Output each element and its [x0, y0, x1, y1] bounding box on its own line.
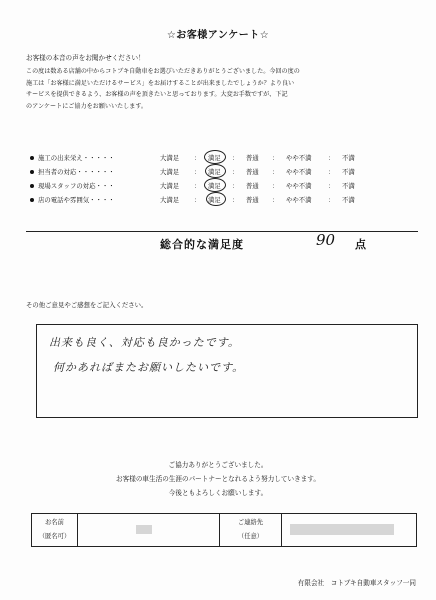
thanks-line: ご協力ありがとうございました。	[168, 461, 268, 469]
option-somewhat-dissatisfied[interactable]: やや不満	[286, 196, 312, 204]
option-somewhat-dissatisfied[interactable]: やや不満	[286, 154, 312, 162]
rating-row: 施工の出来栄え・・・・・ 大満足 ： 満足 ： 普通 ： やや不満 ： 不満	[30, 153, 410, 167]
name-label-cell	[32, 514, 78, 546]
option-neutral[interactable]: 普通	[246, 196, 259, 204]
option-satisfied[interactable]: 満足	[208, 196, 221, 204]
option-neutral[interactable]: 普通	[246, 168, 259, 176]
rating-item-label: 担当者の対応・・・・・・	[38, 168, 115, 176]
comment-line-handwritten: 何かあればまたお願いしたいです。	[53, 361, 245, 374]
thanks-line: お客様の車生活の生涯のパートナーとなれるよう努力していきます。	[116, 475, 320, 483]
contact-label: ご連絡先	[237, 519, 264, 526]
selected-circle-mark	[204, 150, 226, 164]
option-satisfied[interactable]: 満足	[208, 168, 221, 176]
rating-row: 担当者の対応・・・・・・ 大満足 ： 満足 ： 普通 ： やや不満 ： 不満	[30, 167, 410, 181]
overall-score-unit: 点	[355, 238, 366, 251]
intro-line: この度は数ある店舗の中からコトブキ自動車をお選びいただきありがとうございました。今回の度の	[26, 68, 300, 75]
overall-satisfaction-label: 総合的な満足度	[160, 238, 244, 251]
contact-form-table	[31, 513, 417, 547]
contact-label-cell	[220, 514, 282, 546]
option-somewhat-dissatisfied[interactable]: やや不満	[286, 168, 312, 176]
comment-box[interactable]	[36, 324, 418, 418]
option-very-satisfied[interactable]: 大満足	[160, 154, 180, 162]
bullet-icon	[30, 156, 34, 160]
selected-circle-mark	[206, 192, 226, 206]
contact-field[interactable]	[282, 514, 416, 546]
option-dissatisfied[interactable]: 不満	[342, 168, 355, 176]
bullet-icon	[30, 170, 34, 174]
option-very-satisfied[interactable]: 大満足	[160, 182, 180, 190]
option-very-satisfied[interactable]: 大満足	[160, 196, 180, 204]
option-dissatisfied[interactable]: 不満	[342, 182, 355, 190]
option-satisfied[interactable]: 満足	[208, 182, 221, 190]
selected-circle-mark	[204, 178, 226, 192]
rating-item-label: 施工の出来栄え・・・・・	[38, 154, 115, 162]
intro-paragraph	[26, 66, 418, 112]
comment-line-handwritten: 出来も良く、対応も良かったです。	[49, 336, 240, 349]
survey-title: ☆お客様アンケート☆	[166, 30, 270, 41]
option-very-satisfied[interactable]: 大満足	[160, 168, 180, 176]
rating-row: 現場スタッフの対応・・・ 大満足 ： 満足 ： 普通 ： やや不満 ： 不満	[30, 181, 410, 195]
overall-score-handwritten[interactable]: 90	[316, 231, 336, 249]
bullet-icon	[30, 198, 34, 202]
contact-note: （任意）	[237, 533, 264, 540]
option-neutral[interactable]: 普通	[246, 182, 259, 190]
redacted-name-blur	[136, 525, 152, 534]
name-field[interactable]	[78, 514, 220, 546]
thanks-line: 今後ともよろしくお願いします。	[168, 489, 268, 497]
intro-line: サービスを提供できるよう、お客様の声を頂きたいと思っております。大変お手数ですが、下記	[26, 91, 288, 98]
footer-signature: 有限会社 コトブキ自動車スタッフ一同	[297, 579, 416, 587]
comment-label: その他ご意見やご感想をご記入ください。	[26, 301, 148, 309]
name-note: （匿名可）	[38, 533, 71, 540]
intro-line: のアンケートにご協力をお願いいたします。	[26, 102, 148, 110]
rating-section	[30, 153, 410, 209]
option-dissatisfied[interactable]: 不満	[342, 196, 355, 204]
option-somewhat-dissatisfied[interactable]: やや不満	[286, 182, 312, 190]
overall-divider	[26, 231, 418, 232]
option-dissatisfied[interactable]: 不満	[342, 154, 355, 162]
option-satisfied[interactable]: 満足	[208, 154, 221, 162]
rating-item-label: 現場スタッフの対応・・・	[38, 182, 115, 190]
option-neutral[interactable]: 普通	[246, 154, 259, 162]
redacted-contact-blur	[290, 524, 394, 535]
selected-circle-mark	[205, 164, 226, 178]
rating-item-label: 店の電話や雰囲気・・・・	[38, 196, 115, 204]
greeting-text: お客様の本音の声をお聞かせください！	[26, 54, 145, 62]
rating-row: 店の電話や雰囲気・・・・ 大満足 ： 満足 ： 普通 ： やや不満 ： 不満	[30, 195, 410, 209]
intro-line: 施工は「お客様に満足いただけるサービス」をお届けすることが出来ましたでしょうか？より良い	[26, 79, 295, 87]
bullet-icon	[30, 184, 34, 188]
name-label: お名前	[45, 519, 64, 526]
